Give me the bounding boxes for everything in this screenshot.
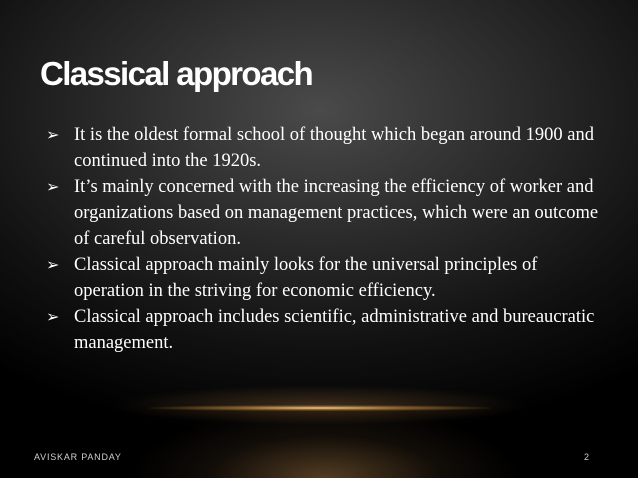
bullet-list bbox=[46, 122, 606, 356]
arrow-bullet-icon: ➢ bbox=[46, 125, 60, 144]
bullet-item bbox=[46, 304, 606, 356]
arrow-bullet-icon: ➢ bbox=[46, 177, 60, 196]
bullet-text: It’s mainly concerned with the increasing the efficiency of worker and organizations based on management practices, which were an outcome of careful observation. bbox=[74, 177, 599, 249]
bullet-item bbox=[46, 252, 606, 304]
bullet-item bbox=[46, 122, 606, 174]
slide-title: Classical approach bbox=[40, 55, 313, 92]
arrow-bullet-icon: ➢ bbox=[46, 307, 60, 326]
arrow-bullet-icon: ➢ bbox=[46, 255, 60, 274]
bullet-text: Classical approach includes scientific, administrative and bureaucratic management. bbox=[74, 307, 595, 353]
page-number: 2 bbox=[584, 452, 590, 462]
bullet-item bbox=[46, 174, 606, 252]
bullet-text: It is the oldest formal school of thought which began around 1900 and continued into the 1920s. bbox=[74, 125, 594, 171]
decorative-glow-line bbox=[150, 405, 490, 411]
bullet-text: Classical approach mainly looks for the universal principles of operation in the striving for economic efficiency. bbox=[74, 255, 538, 301]
footer-author: AVISKAR PANDAY bbox=[34, 452, 122, 462]
